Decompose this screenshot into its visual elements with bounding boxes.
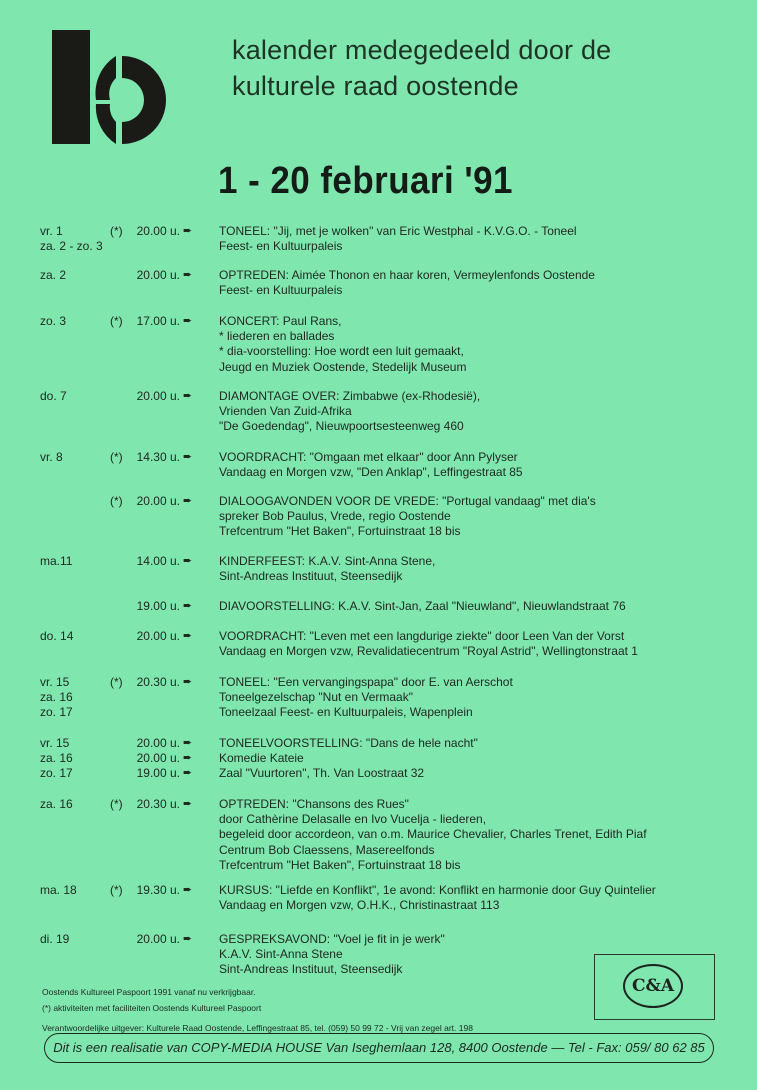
event-day: do. 7 [40,389,67,403]
event-time: 20.00 u. [136,751,180,766]
event-day: di. 19 [40,932,70,946]
event-days [40,268,66,283]
event-line: KONCERT: Paul Rans, [219,314,342,328]
event-time: 20.00 u. [136,932,180,946]
event-line: Komedie Kateie [219,751,304,766]
arrow-icon: ➨ [183,315,193,327]
event-time: 20.30 u. [136,675,180,689]
event-description [219,883,739,913]
event-day: zo. 3 [40,314,67,328]
event-description [219,599,739,614]
event-day: ma.11 [40,554,73,568]
event-time: 14.00 u. [136,554,180,568]
event-day: vr. 15 [40,736,70,750]
arrow-icon: ➨ [183,676,193,688]
event-day: do. 14 [40,629,74,643]
arrow-icon: ➨ [183,767,193,780]
event-line: Zaal "Vuurtoren", Th. Van Loostraat 32 [219,766,425,781]
printer-banner: Dit is een realisatie van COPY-MEDIA HOUSE Van Iseghemlaan 128, 8400 Oostende — Tel - Fax: 059/ 80 62 85 [44,1033,714,1063]
event-day: za. 16 [40,797,73,811]
paspoort-marker: (*) [110,450,123,464]
event-line: spreker Bob Paulus, Vrede, regio Oostende [219,509,451,524]
event-time: 20.00 u. [136,494,180,508]
event-line: * liederen en ballades [219,329,335,344]
event-days [40,932,69,947]
paspoort-marker: (*) [110,883,123,897]
event-description [219,224,739,254]
event-line: OPTREDEN: "Chansons des Rues" [219,797,409,811]
event-line: Vandaag en Morgen vzw, O.H.K., Christinastraat 113 [219,898,500,913]
event-line: TONEELVOORSTELLING: "Dans de hele nacht" [219,736,478,750]
event-line: TONEEL: "Jij, met je wolken" van Eric Westphal - K.V.G.O. - Toneel [219,224,577,238]
event-days [40,736,73,782]
event-day: vr. 15 [40,675,70,689]
event-line: Sint-Andreas Instituut, Steensedijk [219,962,403,977]
arrow-icon: ➨ [183,752,193,765]
event-description [219,314,739,375]
event-description [219,736,739,782]
event-day: za. 2 [40,268,67,282]
event-time: 20.00 u. [136,224,180,238]
event-day: za. 16 [40,751,73,766]
event-line: Feest- en Kultuurpaleis [219,283,343,298]
sponsor-box [594,954,715,1020]
footnote-paspoort: Oostends Kultureel Paspoort 1991 vanaf nu verkrijgbaar. [42,987,256,997]
arrow-icon: ➨ [183,798,193,810]
event-line: Vandaag en Morgen vzw, Revalidatiecentrum "Royal Astrid", Wellingtonstraat 1 [219,644,638,659]
event-description [219,629,739,659]
event-line: DIALOOGAVONDEN VOOR DE VREDE: "Portugal vandaag" met dia's [219,494,596,508]
event-line: OPTREDEN: Aimée Thonon en haar koren, Vermeylenfonds Oostende [219,268,595,282]
event-line: "De Goedendag", Nieuwpoortsesteenweg 460 [219,419,464,434]
event-line: Sint-Andreas Instituut, Steensedijk [219,569,403,584]
event-line: VOORDRACHT: "Leven met een langdurige ziekte" door Leen Van der Vorst [219,629,625,643]
arrow-icon: ➨ [183,555,193,567]
paspoort-marker: (*) [110,797,123,811]
event-line: Jeugd en Muziek Oostende, Stedelijk Museum [219,359,467,374]
arrow-icon: ➨ [183,390,193,402]
paspoort-marker: (*) [110,224,123,238]
event-time: 19.00 u. [136,599,180,613]
event-line: DIAVOORSTELLING: K.A.V. Sint-Jan, Zaal "Nieuwland", Nieuwlandstraat 76 [219,599,626,613]
event-line: door Cathèrine Delasalle en Ivo Vucelja - liederen, [219,812,487,827]
event-days [40,629,73,644]
footnotes [42,985,473,1037]
header-line-2: kulturele raad oostende [232,71,519,101]
arrow-icon: ➨ [183,269,193,281]
event-description [219,450,739,480]
event-day: zo. 17 [40,705,73,720]
event-time: 14.30 u. [136,450,180,464]
event-day: vr. 8 [40,450,63,464]
paspoort-marker: (*) [110,675,123,689]
event-days [40,675,73,721]
arrow-icon: ➨ [183,495,193,507]
sponsor-logo: C&A [623,964,683,1008]
event-line: Centrum Bob Claessens, Masereelfonds [219,842,435,857]
event-time: 20.00 u. [136,268,180,282]
event-line: Feest- en Kultuurpaleis [219,239,343,254]
event-description [219,389,739,435]
arrow-icon: ➨ [183,451,193,463]
event-line: Trefcentrum "Het Baken", Fortuinstraat 18 bis [219,524,461,539]
event-time: 17.00 u. [136,314,180,328]
event-days [40,797,73,812]
event-time: 20.00 u. [136,389,180,403]
arrow-icon: ➨ [183,884,193,896]
event-line: K.A.V. Sint-Anna Stene [219,947,343,962]
event-line: Vandaag en Morgen vzw, "Den Anklap", Leffingestraat 85 [219,465,523,480]
header-line-1: kalender medegedeeld door de [232,35,612,65]
event-line: Vrienden Van Zuid-Afrika [219,404,352,419]
event-days [40,389,67,404]
event-description [219,268,739,298]
arrow-icon: ➨ [183,225,193,237]
event-time: 19.30 u. [136,883,180,897]
event-days [40,883,77,898]
event-day: vr. 1 [40,224,63,238]
paspoort-marker: (*) [110,494,123,508]
event-line: DIAMONTAGE OVER: Zimbabwe (ex-Rhodesië), [219,389,481,403]
arrow-icon: ➨ [183,630,193,642]
arrow-icon: ➨ [183,737,193,749]
event-line: Trefcentrum "Het Baken", Fortuinstraat 18 bis [219,857,461,872]
event-time: 20.30 u. [136,797,180,811]
event-time: 19.00 u. [136,766,180,781]
event-line: KINDERFEEST: K.A.V. Sint-Anna Stene, [219,554,436,568]
date-title: 1 - 20 februari '91 [218,160,513,202]
event-day: za. 2 - zo. 3 [40,239,103,254]
event-day: zo. 17 [40,766,73,781]
footnote-asterisk: (*) aktiviteiten met faciliteiten Oostends Kultureel Paspoort [42,1002,262,1013]
event-line: VOORDRACHT: "Omgaan met elkaar" door Ann Pylyser [219,450,518,464]
event-description [219,494,739,540]
event-line: Toneelzaal Feest- en Kultuurpaleis, Wapenplein [219,705,473,720]
event-day: ma. 18 [40,883,77,897]
footnote-publisher: Verantwoordelijke uitgever: Kulturele Raad Oostende, Leffingestraat 85, tel. (059) 50 99 72 - Vrij van zegel art. 198 [42,1023,473,1033]
arrow-icon: ➨ [183,933,193,945]
event-days [40,314,66,329]
paspoort-marker: (*) [110,314,123,328]
event-description [219,675,739,721]
event-day: za. 16 [40,690,73,705]
event-days [40,450,63,465]
event-description [219,554,739,584]
event-line: Toneelgezelschap "Nut en Vermaak" [219,690,413,705]
event-line: GESPREKSAVOND: "Voel je fit in je werk" [219,932,445,946]
arrow-icon: ➨ [183,600,193,612]
event-days [40,554,72,569]
event-description [219,797,739,873]
event-line: begeleid door accordeon, van o.m. Maurice Chevalier, Charles Trenet, Edith Piaf [219,827,647,842]
event-line: TONEEL: "Een vervangingspapa" door E. van Aerschot [219,675,513,689]
event-time: 20.00 u. [136,736,180,750]
event-line: KURSUS: "Liefde en Konflikt", 1e avond: Konflikt en harmonie door Guy Quintelier [219,883,656,897]
event-line: * dia-voorstelling: Hoe wordt een luit gemaakt, [219,344,464,359]
event-time: 20.00 u. [136,629,180,643]
